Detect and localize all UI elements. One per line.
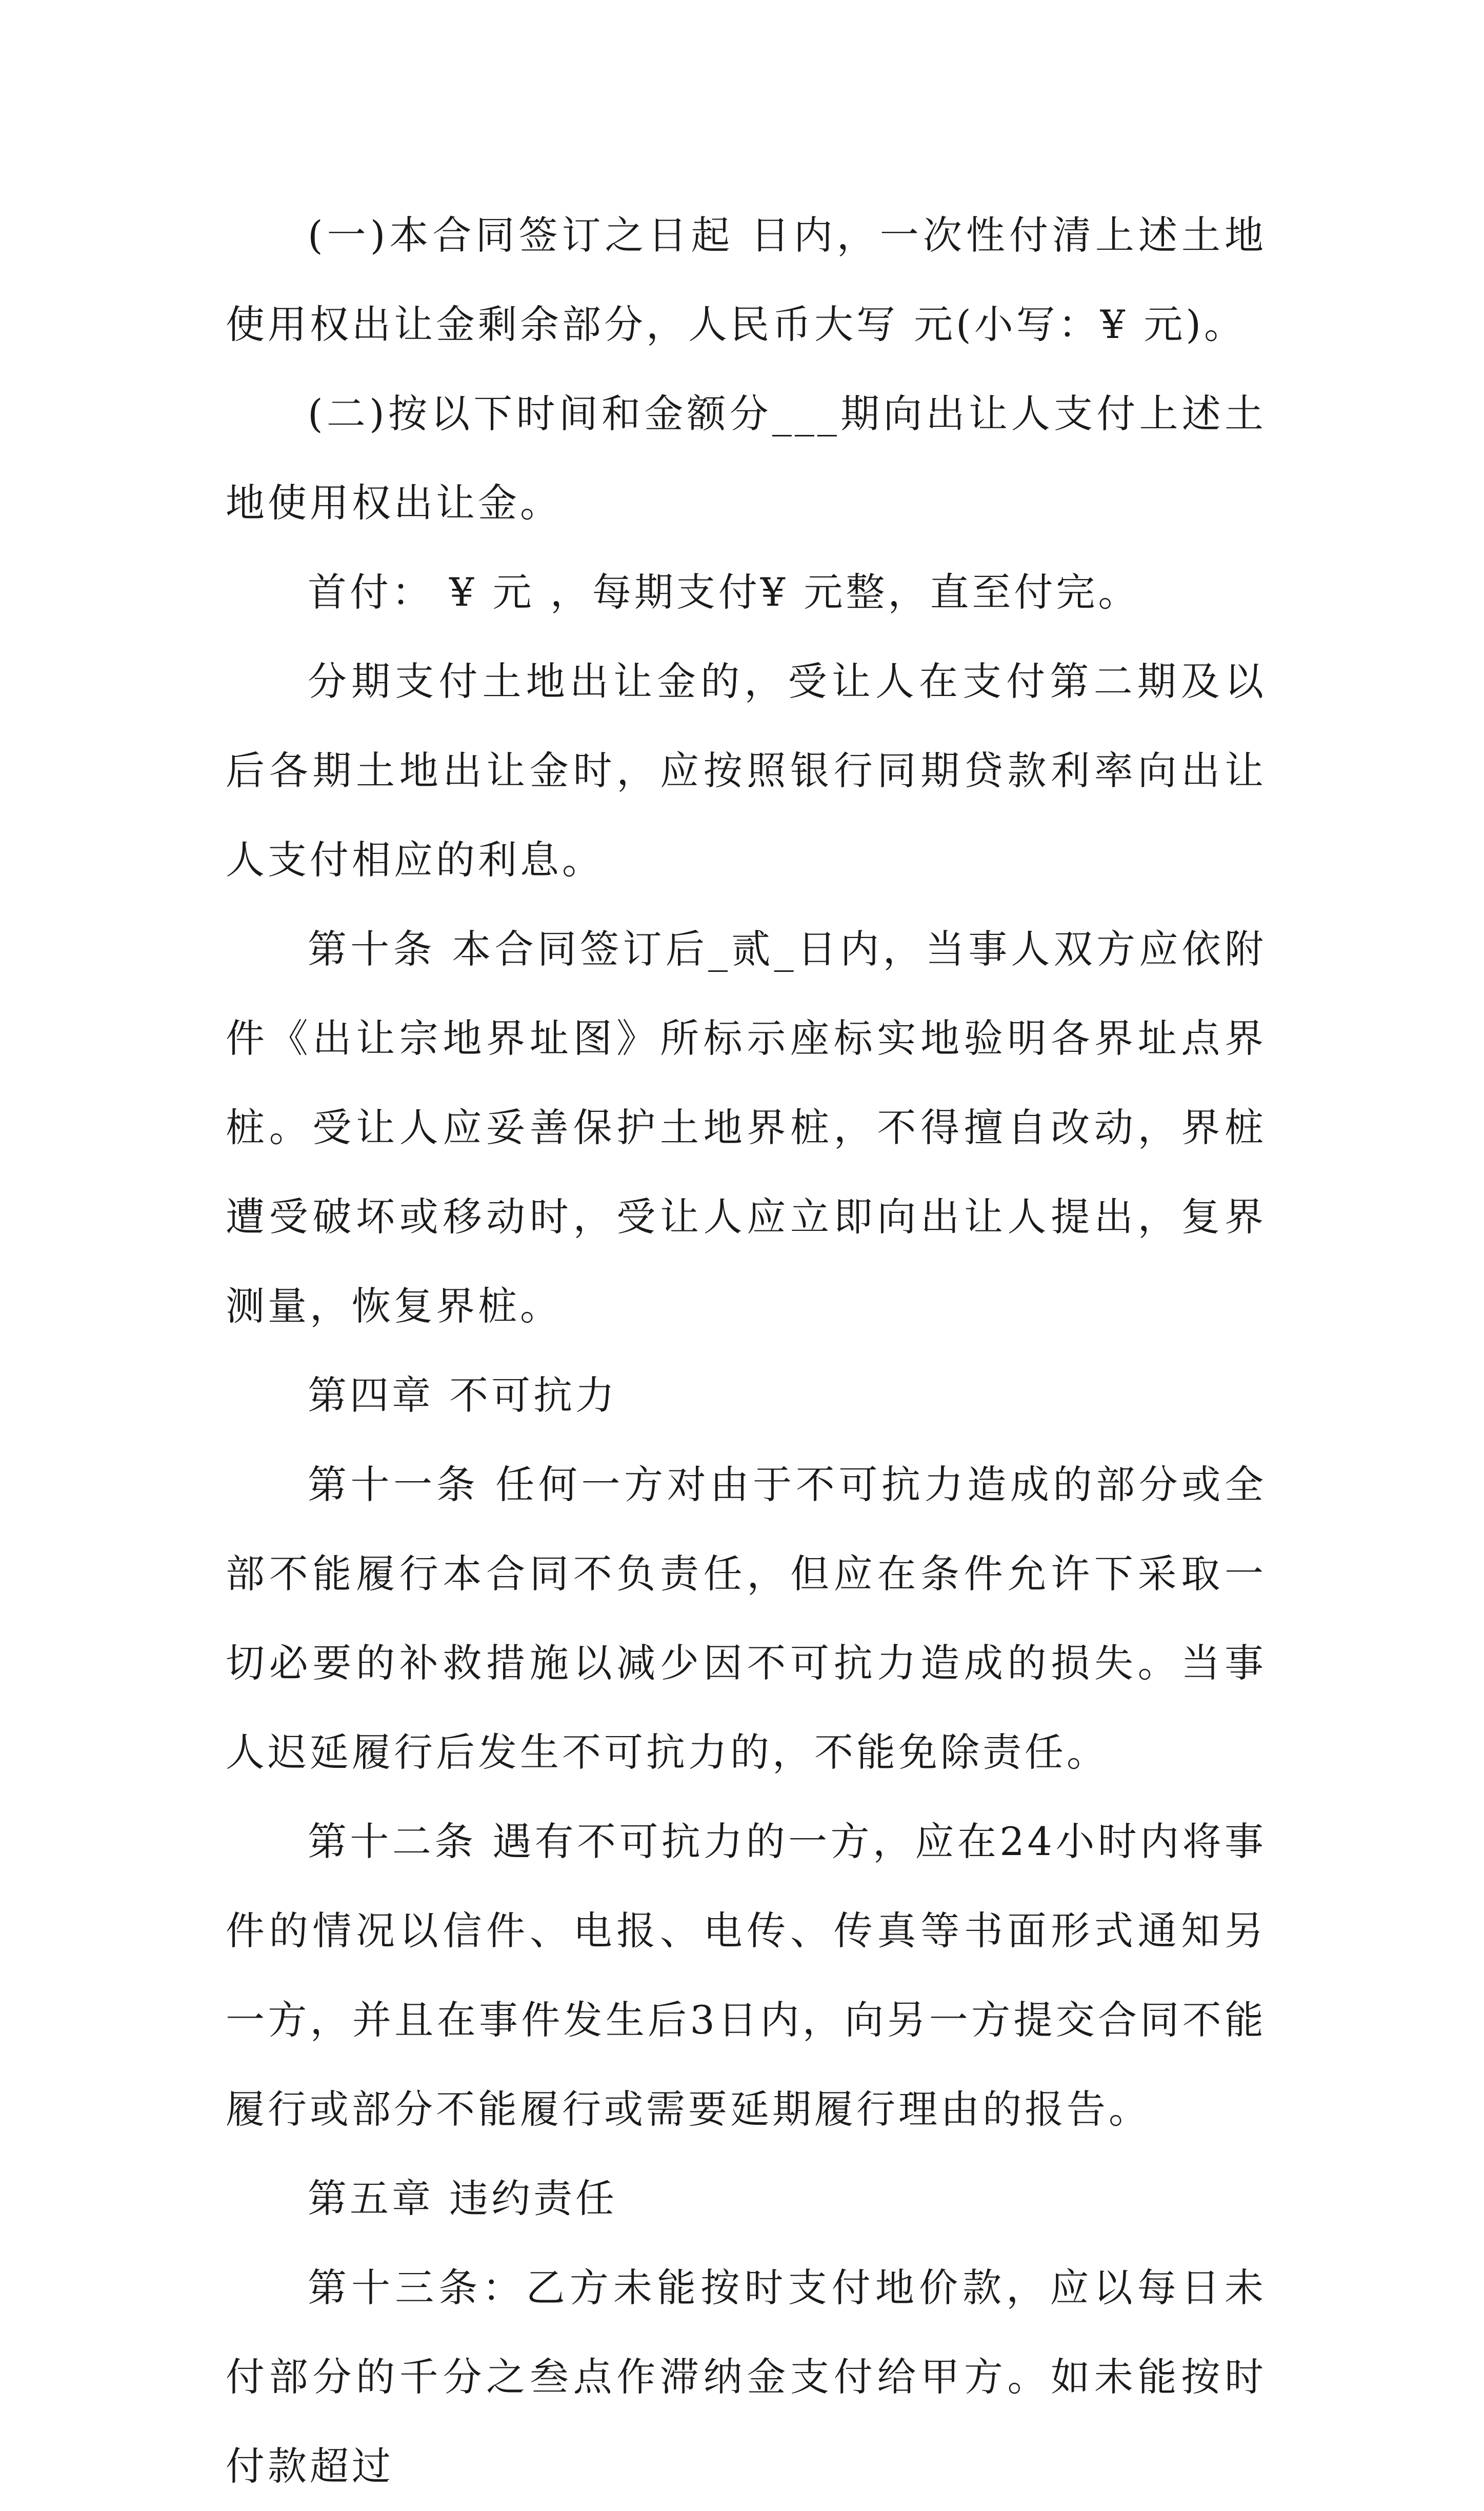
chapter-heading-liability: 第五章 违约责任	[308, 2176, 618, 2221]
paragraph-lump-sum-payment: (一)本合同签订之日起 日内，一次性付清上述土地使用权出让金剩余部分，人民币大写 元(小写：¥ 元)。	[226, 212, 1267, 347]
paragraph-article-13: 第十三条：乙方未能按时支付地价款，应以每日未付部分的千分之叁点作滞纳金支付给甲方。如未能按时付款超过	[226, 2265, 1267, 2489]
paragraph-installment-payment: (二)按以下时间和金额分___期向出让人支付上述土地使用权出让金。	[226, 391, 1267, 526]
paragraph-article-11: 第十一条 任何一方对由于不可抗力造成的部分或全部不能履行本合同不负责任，但应在条件允许下采取一切必要的补救措施以减少因不可抗力造成的损失。当事人迟延履行后发生不可抗力的，不能免除责任。	[226, 1462, 1267, 1775]
document-body	[226, 191, 1267, 2511]
paragraph-installment-interest: 分期支付土地出让金的，受让人在支付第二期及以后各期土地出让金时，应按照银行同期贷款利率向出让人支付相应的利息。	[226, 659, 1267, 883]
chapter-heading-force-majeure: 第四章 不可抗力	[308, 1372, 618, 1418]
paragraph-article-10: 第十条 本合同签订后_贰_日内，当事人双方应依附件《出让宗地界址图》所标示座标实地验明各界址点界桩。受让人应妥善保护土地界桩，不得擅自改动，界桩遭受破坏或移动时，受让人应立即向出让人提出，复界测量，恢复界桩。	[226, 926, 1267, 1329]
paragraph-down-payment: 首付： ¥ 元 ，每期支付¥ 元整，直至付完。	[308, 569, 1140, 615]
paragraph-article-12: 第十二条 遇有不可抗力的一方，应在24小时内将事件的情况以信件、电报、电传、传真等书面形式通知另一方，并且在事件发生后3日内，向另一方提交合同不能履行或部分不能履行或需要延期履行理由的报告。	[226, 1819, 1267, 2132]
